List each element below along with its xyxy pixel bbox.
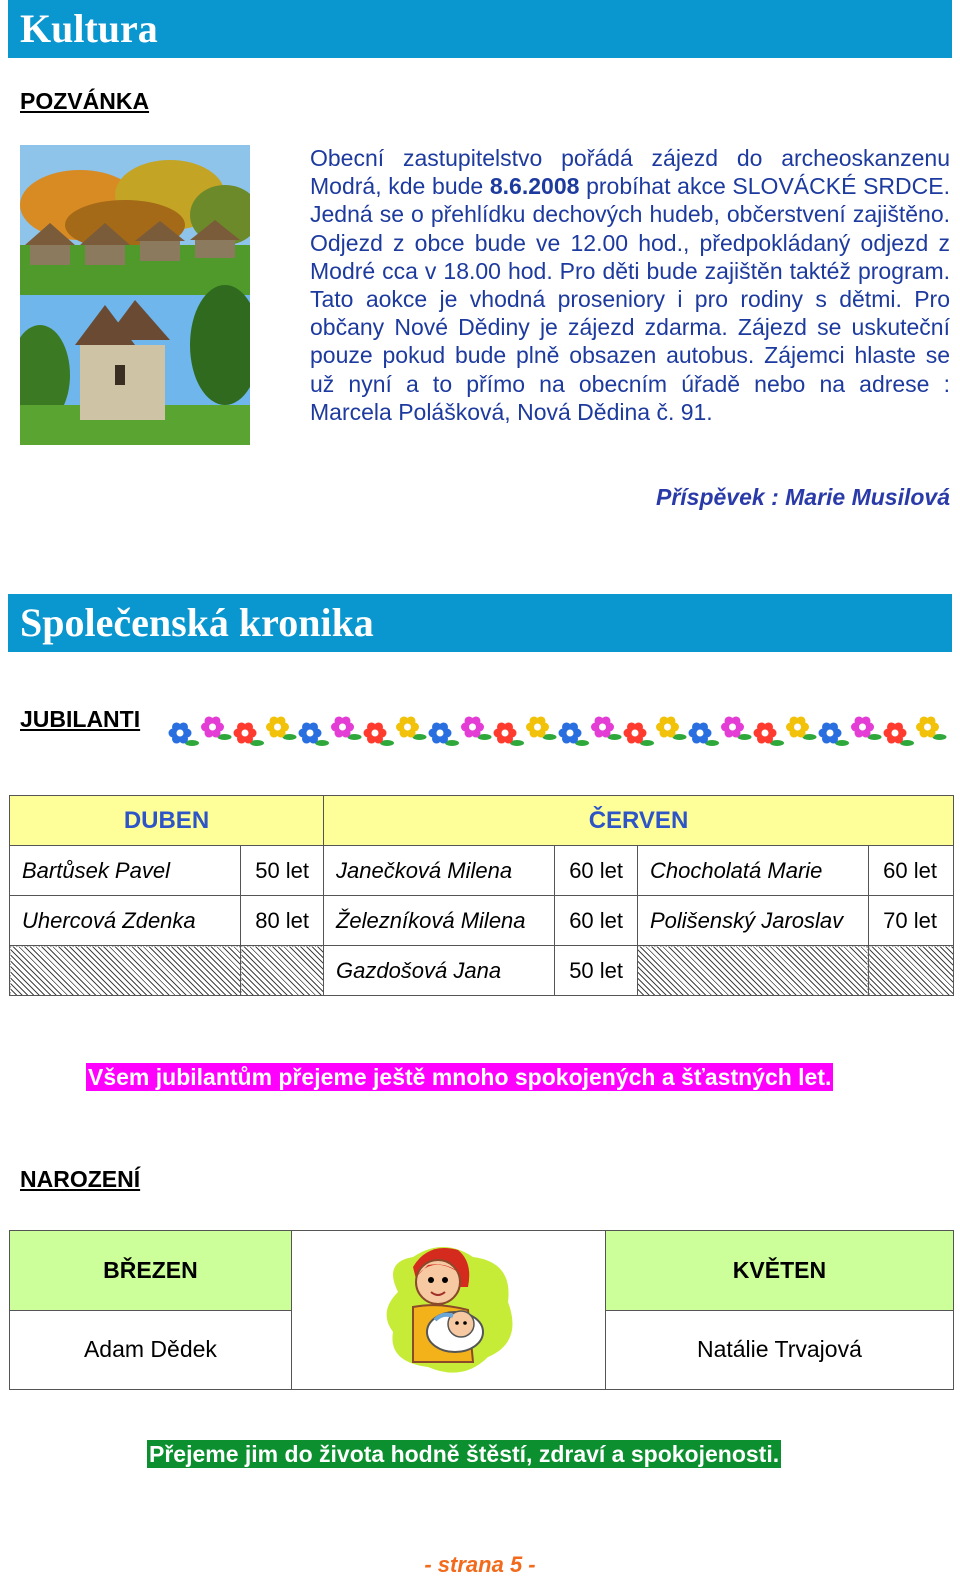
table-row bbox=[10, 896, 954, 946]
mother-baby-icon bbox=[373, 1232, 523, 1382]
jubilant-age: 50 let bbox=[241, 846, 324, 896]
month-header-june: ČERVEN bbox=[323, 796, 953, 846]
jubilant-name: Janečková Milena bbox=[323, 846, 554, 896]
jubilee-table bbox=[9, 795, 954, 996]
author-line: Příspěvek : Marie Musilová bbox=[655, 484, 950, 510]
jubilant-name: Polišenský Jaroslav bbox=[637, 896, 868, 946]
births-table bbox=[9, 1230, 954, 1390]
heading-jubilanti: JUBILANTI bbox=[20, 706, 141, 732]
jubilant-age: 60 let bbox=[555, 846, 638, 896]
jubilant-age: 80 let bbox=[241, 896, 324, 946]
empty-hatched-cell bbox=[637, 946, 868, 996]
jubilant-name: Železníková Milena bbox=[323, 896, 554, 946]
jubilant-age: 60 let bbox=[555, 896, 638, 946]
jubilant-age: 50 let bbox=[555, 946, 638, 996]
jubilant-age: 70 let bbox=[869, 896, 954, 946]
invitation-text: Obecní zastupitelstvo pořádá zájezd do archeoskanzenu Modrá, kde bude 8.6.2008 probíhat akce SLOVÁCKÉ SRDCE. Jedná se o přehlídku dechových hudeb, občerstvení zajištěno. Odjezd z obce bude ve 12.00 hod., předpokládaný odjezd z Modré cca v 18.00 hod. Pro děti bude zajištěn taktéž program. Tato aokce je vhodná proseniory i pro rodiny s dětmi. Pro občany Nové Dědiny je zájezd zdarma. Zájezd se uskuteční pouze pokud bude plně obsazen autobus. Zájemci hlaste se už nyní a to přímo na obecním úřadě nebo na adrese : Marcela Polášková, Nová Dědina č. 91. bbox=[310, 145, 950, 425]
jubilant-name: Gazdošová Jana bbox=[323, 946, 554, 996]
newborn-name: Adam Dědek bbox=[10, 1310, 292, 1390]
month-header-may: KVĚTEN bbox=[605, 1231, 953, 1311]
empty-hatched-cell bbox=[869, 946, 954, 996]
newborn-name: Natálie Trvajová bbox=[605, 1310, 953, 1390]
month-header-march: BŘEZEN bbox=[10, 1231, 292, 1311]
heading-narozeni: NAROZENÍ bbox=[20, 1166, 141, 1192]
empty-hatched-cell bbox=[241, 946, 324, 996]
month-header-april: DUBEN bbox=[10, 796, 324, 846]
jubilant-name: Bartůsek Pavel bbox=[10, 846, 241, 896]
flower-border-decoration bbox=[168, 710, 954, 752]
empty-hatched-cell bbox=[10, 946, 241, 996]
section-banner-kultura: Kultura bbox=[8, 0, 952, 58]
jubilant-name: Uhercová Zdenka bbox=[10, 896, 241, 946]
jubilee-wish: Všem jubilantům přejeme ještě mnoho spokojených a šťastných let. bbox=[88, 1064, 832, 1090]
table-row bbox=[10, 946, 954, 996]
page-number: - strana 5 - bbox=[424, 1552, 536, 1577]
birth-wish: Přejeme jim do života hodně štěstí, zdraví a spokojenosti. bbox=[149, 1441, 780, 1467]
mother-baby-illustration-cell bbox=[291, 1231, 605, 1390]
jubilant-age: 60 let bbox=[869, 846, 954, 896]
section-banner-kronika: Společenská kronika bbox=[8, 594, 952, 652]
heading-pozvanka: POZVÁNKA bbox=[20, 88, 150, 114]
table-row bbox=[10, 846, 954, 896]
village-photo bbox=[20, 145, 250, 445]
jubilant-name: Chocholatá Marie bbox=[637, 846, 868, 896]
